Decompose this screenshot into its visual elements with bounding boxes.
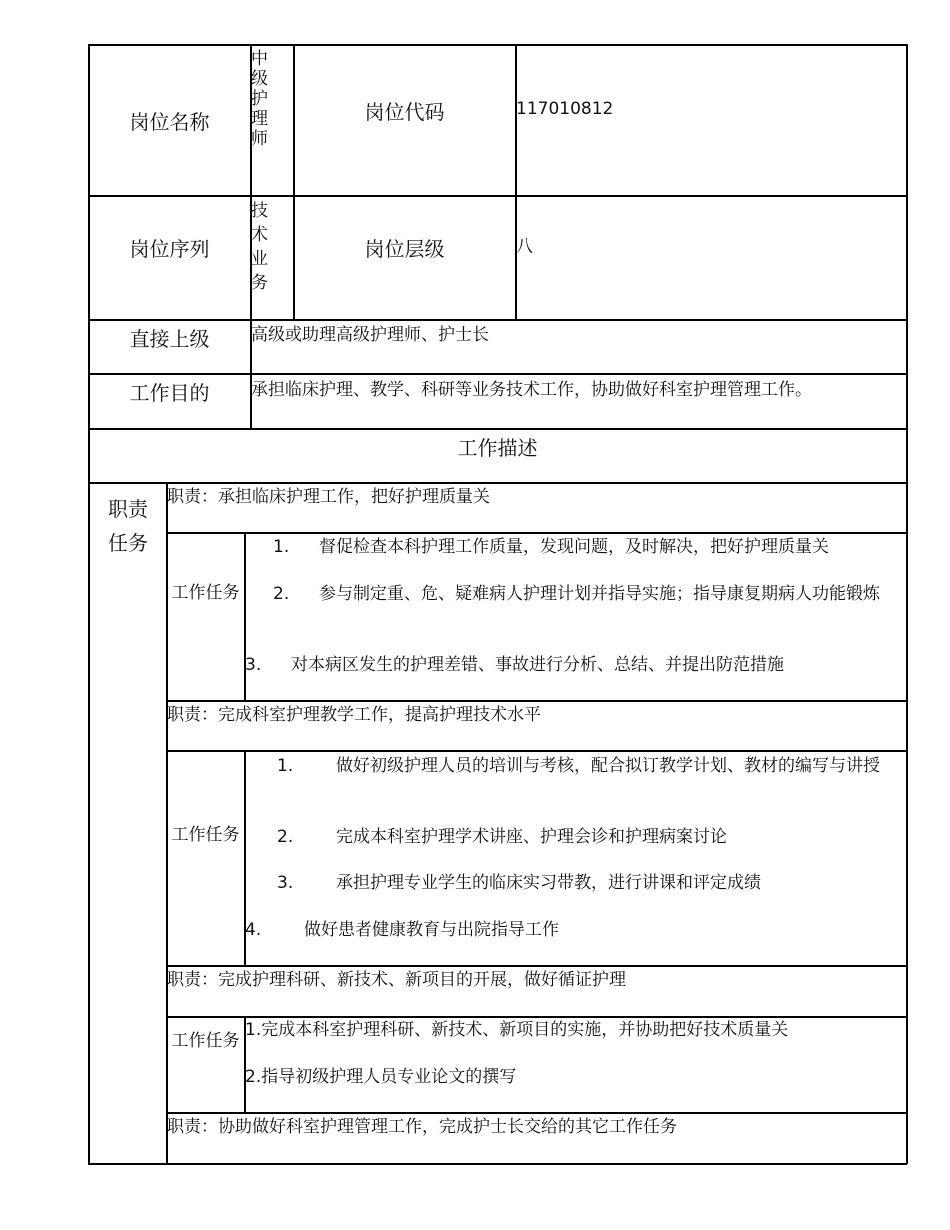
task-number: 1. [277,756,294,776]
task-text: 参与制定重、危、疑难病人护理计划并指导实施；指导康复期病人功能锻炼 [319,584,880,604]
superior-label: 直接上级 [129,326,210,351]
task-item [245,654,784,677]
task-text: 承担护理专业学生的临床实习带教，进行讲课和评定成绩 [336,873,761,893]
level-value: 八 [516,237,533,257]
duty-heading: 职责：完成护理科研、新技术、新项目的开展，做好循证护理 [167,970,626,990]
task-number: 3. [245,655,262,675]
task-item [273,536,829,559]
purpose-label: 工作目的 [129,380,210,405]
sequence-value: 技术业务 [251,201,268,293]
task-text: 2.指导初级护理人员专业论文的撰写 [245,1067,517,1087]
task-text: 督促检查本科护理工作质量，发现问题，及时解决，把好护理质量关 [319,537,829,557]
task-number: 2. [277,827,294,847]
superior-value: 高级或助理高级护理师、护士长 [251,325,489,345]
position-name-value: 中级护理师 [251,49,268,149]
task-text: 做好患者健康教育与出院指导工作 [304,920,559,940]
position-name-label: 岗位名称 [129,109,210,134]
task-item [245,919,559,942]
task-label: 工作任务 [171,583,240,603]
duty-heading: 职责：承担临床护理工作，把好护理质量关 [167,487,490,507]
task-text: 1.完成本科室护理科研、新技术、新项目的实施，并协助把好技术质量关 [245,1020,789,1040]
task-text: 对本病区发生的护理差错、事故进行分析、总结、并提出防范措施 [291,655,784,675]
task-item [273,583,905,606]
task-text: 做好初级护理人员的培训与考核，配合拟订教学计划、教材的编写与讲授 [336,756,880,776]
task-label: 工作任务 [171,1031,240,1051]
task-item [245,1066,516,1089]
position-code-label: 岗位代码 [364,99,445,124]
duty-heading: 职责：完成科室护理教学工作，提高护理技术水平 [167,705,541,725]
task-item [277,872,761,895]
task-item [277,826,727,849]
task-item [277,755,905,778]
task-item [245,1019,788,1042]
task-text: 完成本科室护理学术讲座、护理会诊和护理病案讨论 [336,827,727,847]
task-number: 3. [277,873,294,893]
purpose-value: 承担临床护理、教学、科研等业务技术工作，协助做好科室护理管理工作。 [251,380,812,400]
duty-heading: 职责：协助做好科室护理管理工作，完成护士长交给的其它工作任务 [167,1117,677,1137]
task-number: 1. [273,537,290,557]
task-label: 工作任务 [171,825,240,845]
level-label: 岗位层级 [364,237,445,261]
position-code-value: 117010812 [516,99,614,119]
duties-side-label: 职责任务 [108,497,148,555]
task-number: 2. [273,584,290,604]
work-description-title: 工作描述 [457,435,538,460]
task-number: 4. [245,920,262,940]
sequence-label: 岗位序列 [129,237,210,261]
